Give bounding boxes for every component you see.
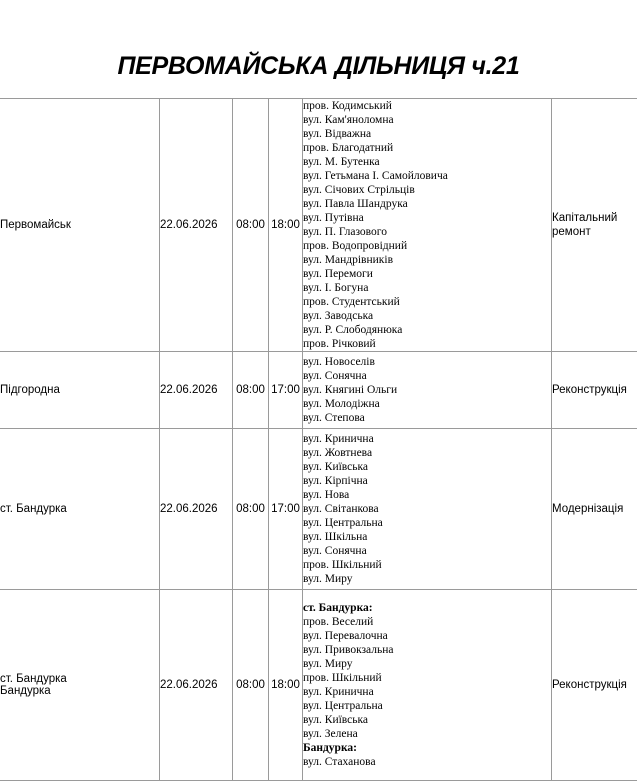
street-item: вул. Заводська <box>303 309 551 323</box>
settlement-name: ст. Бандурка <box>0 503 159 515</box>
streets-cell <box>303 590 552 781</box>
street-group-header: Бандурка: <box>303 741 551 755</box>
street-item: вул. Відважна <box>303 127 551 141</box>
work-type-cell <box>552 99 637 352</box>
settlement-cell <box>0 352 160 429</box>
streets-cell <box>303 99 552 352</box>
schedule-body <box>0 99 637 781</box>
street-item: вул. Шкільна <box>303 530 551 544</box>
street-item: вул. Центральна <box>303 516 551 530</box>
street-item: пров. Кодимський <box>303 99 551 113</box>
street-item: вул. Перевалочна <box>303 629 551 643</box>
outage-schedule-table <box>0 98 637 781</box>
street-item: вул. Кам'яноломна <box>303 113 551 127</box>
street-item: вул. Київська <box>303 460 551 474</box>
end-time-cell: 18:00 <box>269 99 303 352</box>
work-type-cell <box>552 429 637 590</box>
settlement-cell <box>0 590 160 781</box>
end-time-cell: 17:00 <box>269 429 303 590</box>
street-item: вул. Кринична <box>303 432 551 446</box>
date-cell: 22.06.2026 <box>160 352 233 429</box>
table-row <box>0 590 637 781</box>
end-time-cell: 17:00 <box>269 352 303 429</box>
work-type-cell <box>552 590 637 781</box>
street-item: пров. Веселий <box>303 615 551 629</box>
date-cell: 22.06.2026 <box>160 590 233 781</box>
street-item: вул. Гетьмана І. Самойловича <box>303 169 551 183</box>
street-item: вул. І. Богуна <box>303 281 551 295</box>
street-item: вул. Кірпічна <box>303 474 551 488</box>
street-item: вул. Стаханова <box>303 755 551 769</box>
street-item: вул. Мандрівників <box>303 253 551 267</box>
street-item: вул. Степова <box>303 411 551 425</box>
street-item: вул. Павла Шандрука <box>303 197 551 211</box>
street-item: вул. Київська <box>303 713 551 727</box>
start-time-cell: 08:00 <box>233 352 269 429</box>
date-cell: 22.06.2026 <box>160 99 233 352</box>
settlement-cell <box>0 429 160 590</box>
settlement-name: Бандурка <box>0 685 159 697</box>
street-item: вул. П. Глазового <box>303 225 551 239</box>
page-title: ПЕРВОМАЙСЬКА ДІЛЬНИЦЯ ч.21 <box>0 52 637 81</box>
work-type-text: ремонт <box>552 225 637 239</box>
street-item: пров. Річковий <box>303 337 551 351</box>
street-item: вул. Сонячна <box>303 544 551 558</box>
street-item: вул. Миру <box>303 572 551 586</box>
work-type-text: Реконструкція <box>552 678 637 692</box>
street-item: вул. Зелена <box>303 727 551 741</box>
end-time-cell: 18:00 <box>269 590 303 781</box>
street-item: вул. Молодіжна <box>303 397 551 411</box>
street-item: вул. Новоселів <box>303 355 551 369</box>
table-row <box>0 429 637 590</box>
street-item: вул. Кринична <box>303 685 551 699</box>
work-type-text: Модернізація <box>552 502 637 516</box>
street-item: пров. Шкільний <box>303 671 551 685</box>
table-row <box>0 99 637 352</box>
street-item: пров. Водопровідний <box>303 239 551 253</box>
street-item: вул. Нова <box>303 488 551 502</box>
street-item: вул. Світанкова <box>303 502 551 516</box>
work-type-cell <box>552 352 637 429</box>
work-type-text: Капітальний <box>552 211 637 225</box>
settlement-name: ст. Бандурка <box>0 673 159 685</box>
start-time-cell: 08:00 <box>233 99 269 352</box>
street-item: вул. Княгині Ольги <box>303 383 551 397</box>
street-item: пров. Благодатний <box>303 141 551 155</box>
settlement-name: Підгородна <box>0 384 159 396</box>
settlement-name: Первомайськ <box>0 219 159 231</box>
street-item: вул. Р. Слободянюка <box>303 323 551 337</box>
street-item: вул. М. Бутенка <box>303 155 551 169</box>
start-time-cell: 08:00 <box>233 429 269 590</box>
street-item: пров. Студентський <box>303 295 551 309</box>
start-time-cell: 08:00 <box>233 590 269 781</box>
street-item: пров. Шкільний <box>303 558 551 572</box>
street-item: вул. Центральна <box>303 699 551 713</box>
streets-cell <box>303 429 552 590</box>
street-item: вул. Сонячна <box>303 369 551 383</box>
table-row <box>0 352 637 429</box>
street-group-header: ст. Бандурка: <box>303 601 551 615</box>
street-item: вул. Жовтнева <box>303 446 551 460</box>
street-item: вул. Перемоги <box>303 267 551 281</box>
street-item: вул. Привокзальна <box>303 643 551 657</box>
streets-cell <box>303 352 552 429</box>
settlement-cell <box>0 99 160 352</box>
street-item: вул. Січових Стрільців <box>303 183 551 197</box>
street-item: вул. Миру <box>303 657 551 671</box>
street-item: вул. Путівна <box>303 211 551 225</box>
date-cell: 22.06.2026 <box>160 429 233 590</box>
work-type-text: Реконструкція <box>552 383 637 397</box>
